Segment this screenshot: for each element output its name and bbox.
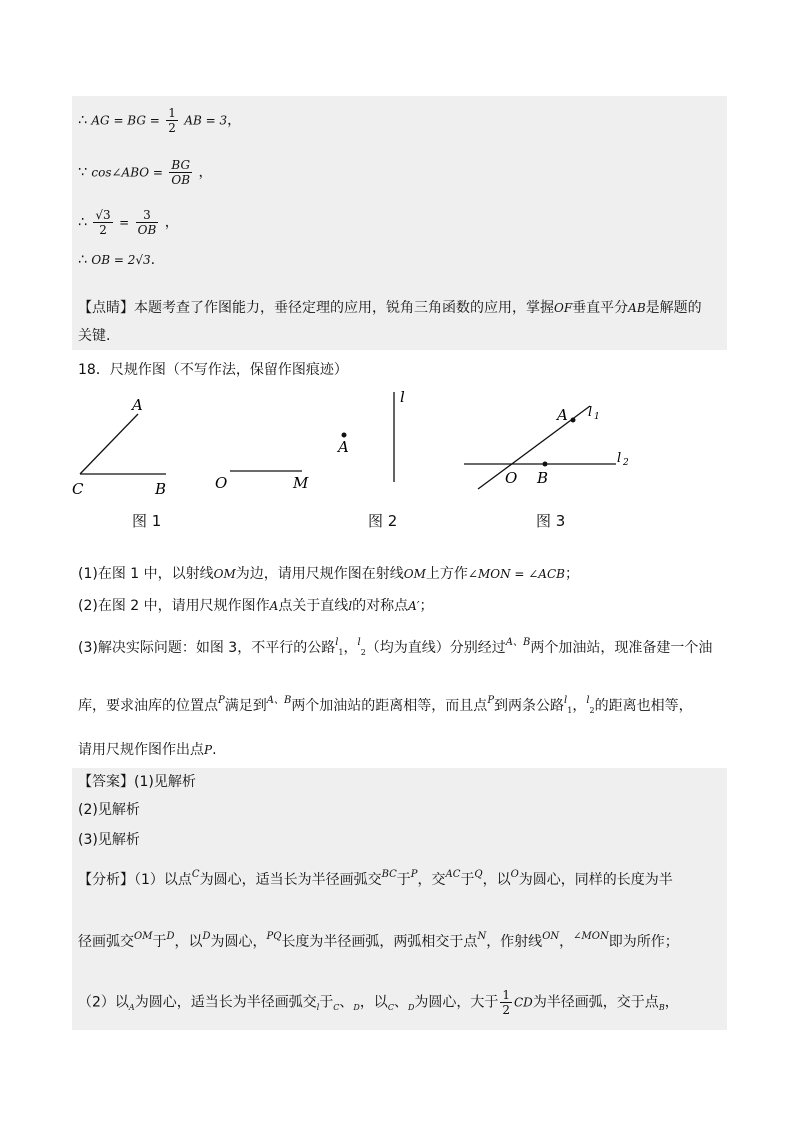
- fraction: $\frac{BG}{OB}$: [171, 158, 191, 187]
- part-3-line-3: 请用尺规作图作出点P.: [78, 742, 217, 758]
- fig3-label-b: B: [537, 469, 549, 487]
- analysis-line-1: 【分析】（1）以点$^C$为圆心，适当长为半径画弧交$^{BC}$于$^P$，交$^{AC}$于$^Q$，以$^O$为圆心，同样的长度为半: [78, 869, 673, 888]
- analysis-line-2: 径画弧交$^{OM}$于$^D$，以$^D$为圆心，$^{PQ}$长度为半径画弧，两弧相交于点$^N$，作射线$^{ON}$，$^{\angle MON}$即为所作；: [78, 931, 679, 950]
- fig3-caption: 图 3: [536, 512, 566, 530]
- question-title: 18．尺规作图（不写作法，保留作图痕迹）: [78, 362, 348, 378]
- fig1-label-b: B: [155, 480, 167, 498]
- solution-line-1: ∴ AG = BG = $\frac{1}{2}$ AB = 3，: [78, 106, 242, 135]
- analysis-line-3: （2）以$_A$为圆心，适当长为半径画弧交$_l$于$_C$、$_D$，以$_C$、$_D$为圆心，大于 $\frac{1}{2}$ CD为半径画弧，交于点$_B$，: [78, 988, 679, 1017]
- comment-line-2: 关键.: [78, 328, 111, 344]
- answer-line-1: 【答案】(1)见解析: [78, 774, 196, 790]
- figure-2: [215, 388, 405, 492]
- fig3-label-a: A: [557, 406, 568, 424]
- figure-1: [72, 396, 166, 498]
- fraction: $\frac{1}{2}$: [168, 106, 176, 135]
- fig1-caption: 图 1: [132, 512, 162, 530]
- answer-line-3: (3)见解析: [78, 832, 140, 848]
- comment-line-1: 【点睛】本题考查了作图能力，垂径定理的应用，锐角三角函数的应用，掌握OF垂直平分AB是解题的: [78, 300, 702, 316]
- part-2: (2)在图 2 中，请用尺规作图作A点关于直线l的对称点A′；: [78, 598, 434, 614]
- fig2-label-o: O: [215, 474, 228, 492]
- fig3-label-o: O: [505, 469, 518, 487]
- fig2-label-a: A: [338, 438, 349, 456]
- part-3-line-1: (3)解决实际问题：如图 3，不平行的公路$^l_1$，$^l_2$（均为直线）分别经过$^{A、B}$两个加油站，现准备建一个油: [78, 637, 713, 657]
- fig3-label-l2-sub: 2: [623, 458, 629, 468]
- part-1: (1)在图 1 中，以射线OM为边，请用尺规作图在射线OM上方作∠MON = ∠ACB；: [78, 566, 579, 582]
- fraction: $\frac{√3}{2}$: [95, 208, 111, 237]
- fig3-label-l2: l: [617, 451, 622, 466]
- fraction: $\frac{3}{OB}$: [137, 208, 157, 237]
- fig3-label-l1-sub: 1: [594, 412, 600, 422]
- fraction: $\frac{1}{2}$: [502, 988, 510, 1017]
- fig2-label-m: M: [293, 474, 309, 492]
- fig2-caption: 图 2: [368, 512, 398, 530]
- fig1-label-c: C: [72, 480, 84, 498]
- solution-line-2: ∵ cos∠ABO = $\frac{BG}{OB}$ ，: [78, 158, 213, 187]
- fig2-label-l: l: [400, 388, 405, 406]
- fig1-label-a: A: [132, 396, 143, 414]
- solution-line-3: ∴ $\frac{√3}{2}$ = $\frac{3}{OB}$ ，: [78, 208, 179, 237]
- solution-line-4: ∴ OB = 2√3.: [78, 252, 156, 268]
- fig3-label-l1: l: [588, 405, 593, 420]
- figure-3: [464, 405, 629, 489]
- part-3-line-2: 库，要求油库的位置点$^P$满足到$^{A、B}$两个加油站的距离相等，而且点$^P$到两条公路$^l_1$，$^l_2$的距离也相等，: [78, 695, 693, 715]
- answer-line-2: (2)见解析: [78, 802, 140, 818]
